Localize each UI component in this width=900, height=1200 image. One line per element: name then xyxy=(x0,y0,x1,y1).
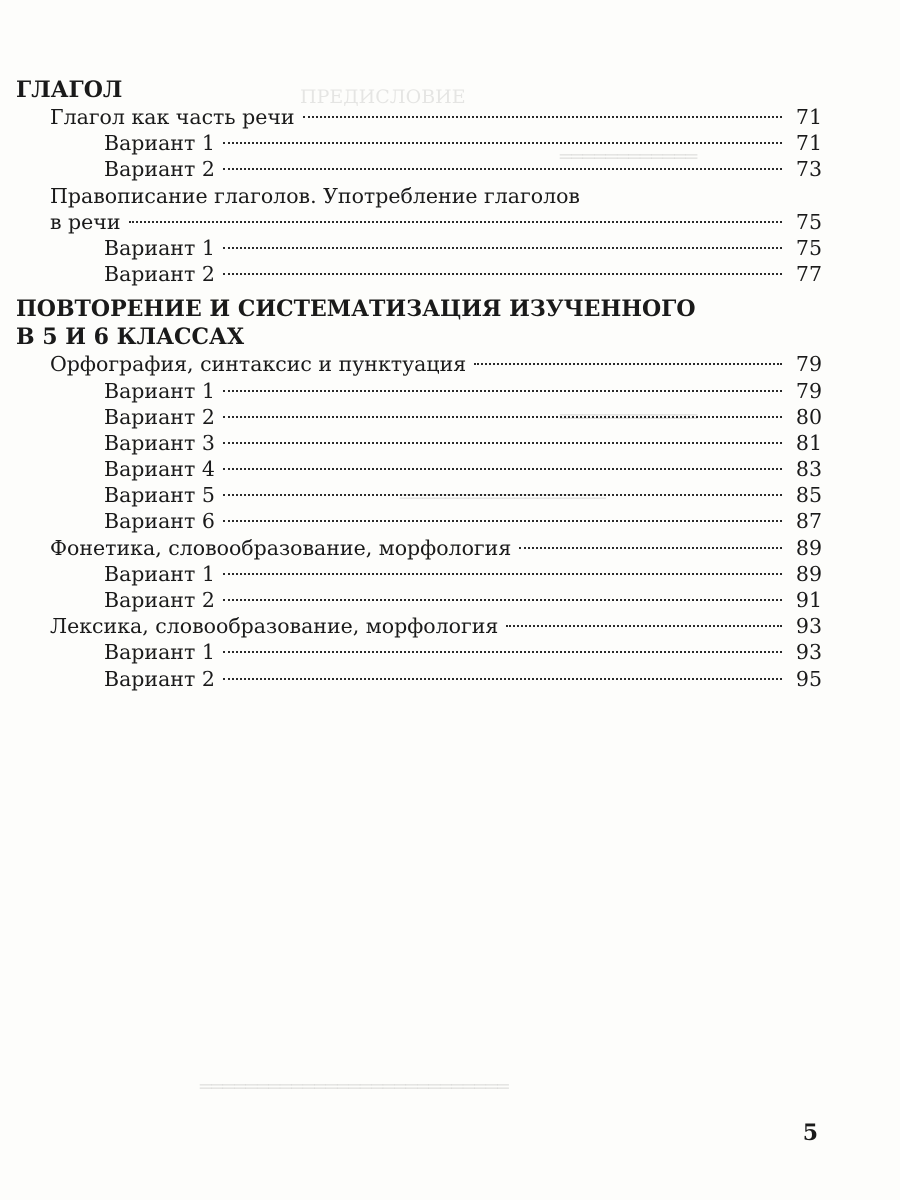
toc-entry[interactable] xyxy=(16,378,822,404)
section-heading xyxy=(16,295,822,351)
toc-entry-page: 89 xyxy=(795,561,822,586)
toc-entry[interactable] xyxy=(16,639,822,665)
toc-entry-label: Орфография, синтаксис и пунктуация xyxy=(50,352,467,377)
dot-leader xyxy=(223,273,782,275)
toc-entry-label: Фонетика, словообразование, морфология xyxy=(50,535,512,560)
toc-entry[interactable] xyxy=(16,613,822,639)
toc-entry-page: 87 xyxy=(795,509,822,534)
dot-leader xyxy=(223,168,782,170)
toc-entry-page: 71 xyxy=(795,105,822,129)
dot-leader xyxy=(223,651,782,653)
toc-entry[interactable] xyxy=(16,535,822,561)
toc-entry[interactable] xyxy=(16,130,822,156)
table-of-contents xyxy=(16,76,822,692)
dot-leader xyxy=(129,221,782,223)
toc-entry-page: 75 xyxy=(795,209,822,234)
toc-entry-label: Вариант 4 xyxy=(104,457,215,482)
toc-entry-page: 85 xyxy=(795,483,822,508)
toc-entry-page: 71 xyxy=(795,131,822,156)
toc-entry[interactable] xyxy=(16,261,822,287)
dot-leader xyxy=(303,116,782,118)
toc-entry-label: Вариант 1 xyxy=(104,640,215,665)
toc-entry[interactable] xyxy=(16,404,822,430)
section-heading: ГЛАГОЛ xyxy=(16,77,123,103)
toc-entry[interactable] xyxy=(16,666,822,692)
toc-entry-label: Глагол как часть речи xyxy=(50,105,295,129)
toc-entry[interactable] xyxy=(16,209,822,235)
toc-entry-label: Вариант 2 xyxy=(104,404,215,429)
toc-entry[interactable] xyxy=(16,561,822,587)
toc-entry-page: 83 xyxy=(795,457,822,482)
dot-leader xyxy=(223,494,782,496)
toc-entry-page: 79 xyxy=(795,378,822,403)
toc-entry[interactable] xyxy=(16,235,822,261)
page-number: 5 xyxy=(802,1120,818,1146)
toc-entry-label: Вариант 2 xyxy=(104,157,215,182)
toc-entry-label: Вариант 5 xyxy=(104,483,215,508)
dot-leader xyxy=(223,247,782,249)
toc-entry-label: Вариант 3 xyxy=(104,430,215,455)
toc-entry-page: 93 xyxy=(795,640,822,665)
dot-leader xyxy=(506,625,782,627)
dot-leader xyxy=(474,363,782,365)
toc-entry-label: Вариант 1 xyxy=(104,131,215,156)
toc-entry-label: в речи xyxy=(50,209,121,234)
toc-entry-page: 89 xyxy=(795,535,822,560)
toc-entry-label: Вариант 6 xyxy=(104,509,215,534)
toc-entry-label: Лексика, словообразование, морфология xyxy=(50,614,499,639)
dot-leader xyxy=(223,573,782,575)
dot-leader xyxy=(223,678,782,680)
dot-leader xyxy=(223,520,782,522)
toc-entry-page: 95 xyxy=(795,666,822,691)
dot-leader xyxy=(223,442,782,444)
toc-entry[interactable] xyxy=(16,482,822,508)
toc-entry-label: Вариант 1 xyxy=(104,378,215,403)
toc-entry-label: Вариант 2 xyxy=(104,262,215,287)
document-page: ПРЕДИСЛОВИЕ ════════════ ════════════ ══════════════════ ═══════════════════════════ ГЛАГОЛ Глагол как часть речи 71 Вариант 1 71 Вариант 2 73 Правописание глаголов. Употребление глаголов в речи 75 Вариант 1 75 Вариант 2 77 ПОВТОРЕНИЕ И СИСТЕМАТИЗАЦИЯ ИЗУЧЕННОГО В 5 И 6 КЛАССАХ Орфография, синтаксис и пунктуация 79 Вариант 1 79 Вариант 2 80 Вариант 3 81 Вариант 4 83 Вариант 5 85 Вариант 6 87 Фонетика, словообразование, морфология 89 Вариант 1 89 Вариант 2 91 Лексика, словообразование, морфология 93 Вариант 1 93 Вариант 2 95 5 xyxy=(16,77,822,1146)
dot-leader xyxy=(223,390,782,392)
toc-entry-page: 79 xyxy=(795,352,822,377)
toc-entry-label: Вариант 1 xyxy=(104,561,215,586)
dot-leader xyxy=(519,547,782,549)
toc-entry-page: 77 xyxy=(795,262,822,287)
toc-entry-label-line1: Правописание глаголов. Употребление глаголов xyxy=(50,183,580,208)
dot-leader xyxy=(223,416,782,418)
toc-entry-page: 81 xyxy=(795,430,822,455)
section-heading-line: ПОВТОРЕНИЕ И СИСТЕМАТИЗАЦИЯ ИЗУЧЕННОГО xyxy=(16,296,696,323)
toc-entry[interactable] xyxy=(16,508,822,534)
dot-leader xyxy=(223,142,782,144)
dot-leader xyxy=(223,468,782,470)
toc-entry[interactable] xyxy=(16,587,822,613)
section-heading-line: В 5 И 6 КЛАССАХ xyxy=(16,324,245,351)
toc-entry[interactable] xyxy=(16,430,822,456)
toc-entry-page: 75 xyxy=(795,235,822,260)
toc-entry-label: Вариант 2 xyxy=(104,666,215,691)
toc-entry-page: 91 xyxy=(795,588,822,613)
toc-entry-page: 73 xyxy=(795,157,822,182)
toc-entry-page: 80 xyxy=(795,404,822,429)
toc-entry[interactable] xyxy=(16,351,822,377)
toc-entry-page: 93 xyxy=(795,614,822,639)
dot-leader xyxy=(223,599,782,601)
toc-entry[interactable] xyxy=(16,104,822,130)
toc-entry-label: Вариант 1 xyxy=(104,235,215,260)
toc-entry[interactable] xyxy=(16,456,822,482)
toc-entry[interactable] xyxy=(16,156,822,182)
toc-entry-label: Вариант 2 xyxy=(104,588,215,613)
